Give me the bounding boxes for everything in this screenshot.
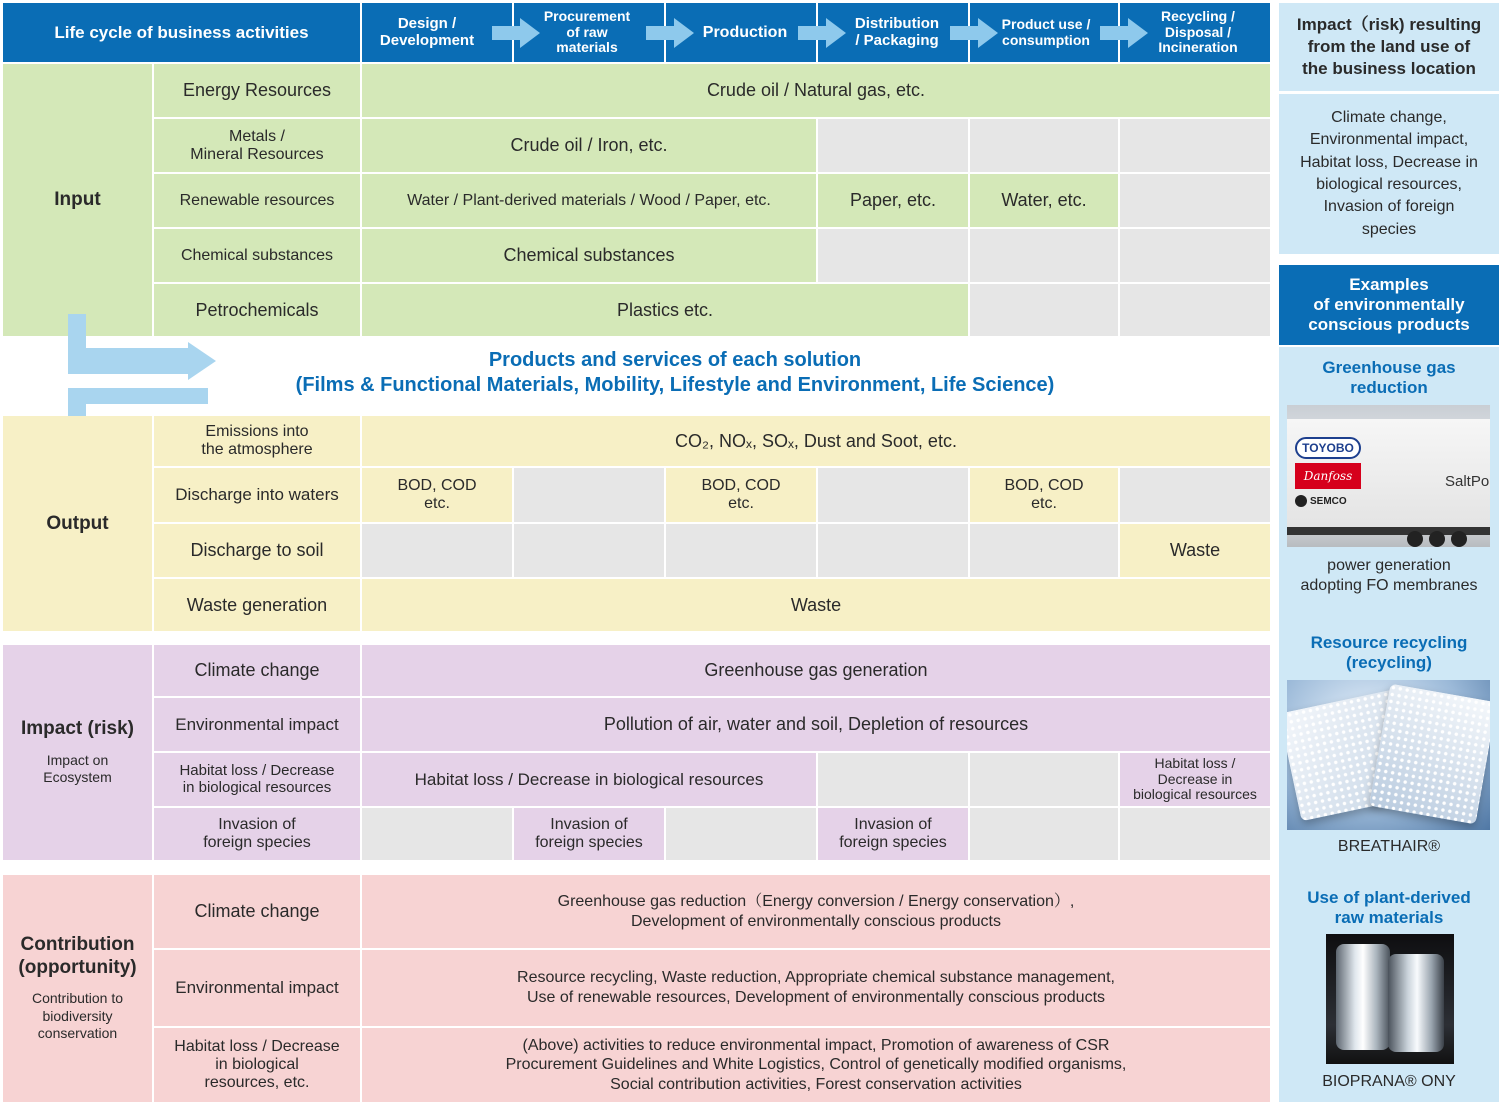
output-row-label xyxy=(154,579,360,631)
row-label: Environmental impact xyxy=(175,978,339,998)
impact-row-label xyxy=(154,698,360,751)
stage-label: Design / Development xyxy=(379,14,475,49)
output-section-label xyxy=(3,416,152,631)
stage-label: Distribution / Packaging xyxy=(854,14,940,49)
impact-cell xyxy=(362,698,1270,751)
cell-text: Greenhouse gas reduction（Energy conversion / Energy conservation）, Development of environmentally conscious products xyxy=(557,892,1075,930)
semco-logo xyxy=(1295,493,1365,509)
output-row-label xyxy=(154,524,360,577)
lifecycle-header xyxy=(3,3,360,62)
example-caption-text: BREATHAIR® xyxy=(1337,838,1441,856)
empty-cell xyxy=(970,753,1118,806)
contribution-row-label xyxy=(154,875,360,948)
cell-text: Pollution of air, water and soil, Depletion of resources xyxy=(603,714,1029,735)
cushion-block xyxy=(1369,684,1490,825)
contribution-cell xyxy=(362,1028,1270,1102)
cell-text: Greenhouse gas generation xyxy=(704,660,928,681)
contribution-cell xyxy=(362,875,1270,948)
row-label: Renewable resources xyxy=(179,191,335,209)
stage-arrow-icon xyxy=(1098,16,1150,50)
empty-cell xyxy=(818,468,968,522)
row-label: Emissions into the atmosphere xyxy=(201,423,313,458)
saltpower-logo xyxy=(1445,473,1489,490)
input-row-label xyxy=(154,229,360,282)
row-label: Climate change xyxy=(194,901,320,922)
row-label: Chemical substances xyxy=(180,246,334,264)
danfoss-logo xyxy=(1295,463,1361,489)
land-use-impact-title xyxy=(1279,3,1499,91)
empty-cell xyxy=(818,119,968,172)
examples-title xyxy=(1279,265,1499,345)
cell-text: Resource recycling, Waste reduction, Appropriate chemical substance management, Use of renewable resources, Development of environmentally conscious products xyxy=(517,969,1115,1006)
empty-cell xyxy=(818,753,968,806)
row-label: Climate change xyxy=(194,660,320,681)
output-row-label xyxy=(154,468,360,522)
sidebar-text: Climate change, Environmental impact, Habitat loss, Decrease in biological resources, Invasion of foreign species xyxy=(1300,108,1478,238)
logo-text: TOYOBO xyxy=(1302,441,1354,455)
section-sublabel: Impact on Ecosystem xyxy=(43,751,112,786)
empty-cell xyxy=(1120,808,1270,860)
cell-text: (Above) activities to reduce environmental impact, Promotion of awareness of CSR Procurement Guidelines and White Logistics, Control of genetically modified organisms, Social contribution activities, Forest conservation activities xyxy=(505,1036,1127,1093)
row-label: Discharge to soil xyxy=(190,540,324,561)
truck-wheel-icon xyxy=(1451,531,1467,547)
land-use-impact-text xyxy=(1279,94,1499,254)
toyobo-logo xyxy=(1295,437,1361,459)
logo-text: SEMCO xyxy=(1310,495,1347,507)
examples-title-text: Examples of environmentally conscious products xyxy=(1308,274,1470,335)
impact-section-label xyxy=(3,645,152,860)
empty-cell xyxy=(1120,174,1270,227)
input-cell xyxy=(362,284,968,336)
input-section-label xyxy=(3,64,152,336)
row-label: Metals / Mineral Resources xyxy=(190,127,324,163)
impact-row-label xyxy=(154,645,360,696)
cell-text: Waste xyxy=(790,594,842,615)
input-cell xyxy=(818,174,968,227)
empty-cell xyxy=(970,524,1118,577)
empty-cell xyxy=(666,808,816,860)
row-label: Invasion of foreign species xyxy=(203,816,311,851)
input-cell xyxy=(362,229,816,282)
empty-cell xyxy=(514,468,664,522)
semco-mark-icon xyxy=(1295,495,1307,507)
impact-row-label xyxy=(154,808,360,860)
example-title-text: Resource recycling (recycling) xyxy=(1310,632,1468,672)
stage-arrow-icon xyxy=(490,16,542,50)
fo-membrane-truck-image xyxy=(1287,405,1490,547)
cell-text: Waste xyxy=(1169,540,1221,561)
cell-text: Invasion of foreign species xyxy=(839,816,947,851)
empty-cell xyxy=(818,229,968,282)
cell-text: Invasion of foreign species xyxy=(535,816,643,851)
cell-text: BOD, COD etc. xyxy=(397,477,477,512)
output-cell xyxy=(666,468,816,522)
lifecycle-label: Life cycle of business activities xyxy=(54,22,309,42)
products-line-2: (Films & Functional Materials, Mobility, Lifestyle and Environment, Life Science) xyxy=(295,374,1055,396)
input-row-label xyxy=(154,119,360,172)
empty-cell xyxy=(970,284,1118,336)
stage-label: Procurement of raw materials xyxy=(543,7,631,56)
cell-text: Plastics etc. xyxy=(616,299,714,320)
stage-label: Production xyxy=(702,23,788,41)
output-cell xyxy=(362,416,1270,466)
input-cell xyxy=(362,119,816,172)
empty-cell xyxy=(1120,229,1270,282)
contribution-row-label xyxy=(154,1028,360,1102)
empty-cell xyxy=(970,119,1118,172)
cell-text: Crude oil / Natural gas, etc. xyxy=(706,80,926,101)
logo-text: SaltPo xyxy=(1445,473,1490,490)
input-row-label xyxy=(154,64,360,117)
impact-cell xyxy=(514,808,664,860)
section-sublabel: Contribution to biodiversity conservation xyxy=(31,990,124,1042)
section-label: Contribution (opportunity) xyxy=(18,934,137,979)
empty-cell xyxy=(362,808,512,860)
example2-caption xyxy=(1279,835,1499,859)
cell-text: BOD, COD etc. xyxy=(1004,477,1084,512)
output-row-label xyxy=(154,416,360,466)
stage-arrow-icon xyxy=(644,16,696,50)
cell-text: Water / Plant-derived materials / Wood / Paper, etc. xyxy=(407,191,771,209)
row-label: Petrochemicals xyxy=(195,299,319,320)
logo-text: Danfoss xyxy=(1303,469,1353,483)
empty-cell xyxy=(1120,284,1270,336)
section-label: Output xyxy=(46,512,109,534)
bioprana-film-image xyxy=(1326,934,1454,1064)
output-cell xyxy=(1120,524,1270,577)
row-label: Discharge into waters xyxy=(175,485,339,505)
empty-cell xyxy=(666,524,816,577)
output-cell xyxy=(362,579,1270,631)
row-label: Habitat loss / Decrease in biological resources, etc. xyxy=(174,1038,340,1091)
input-cell xyxy=(970,174,1118,227)
section-label: Input xyxy=(54,189,101,211)
cell-text: Crude oil / Iron, etc. xyxy=(510,135,668,156)
stage-label: Product use / consumption xyxy=(1001,15,1091,48)
impact-cell xyxy=(362,753,816,806)
cell-text: Habitat loss / Decrease in biological resources xyxy=(1133,755,1257,803)
cell-text: Chemical substances xyxy=(503,245,675,266)
contribution-cell xyxy=(362,950,1270,1026)
example1-caption xyxy=(1279,553,1499,599)
row-label: Energy Resources xyxy=(182,80,332,101)
stage-arrow-icon xyxy=(948,16,1000,50)
example3-title xyxy=(1279,886,1499,930)
row-label: Environmental impact xyxy=(175,714,339,734)
example-caption-text: power generation adopting FO membranes xyxy=(1300,557,1478,594)
cell-text: CO₂, NOₓ, SOₓ, Dust and Soot, etc. xyxy=(675,430,957,451)
truck-wheel-icon xyxy=(1407,531,1423,547)
impact-row-label xyxy=(154,753,360,806)
row-label: Waste generation xyxy=(186,594,328,615)
empty-cell xyxy=(1120,119,1270,172)
output-cell xyxy=(362,468,512,522)
input-cell xyxy=(362,64,1270,117)
empty-cell xyxy=(1120,468,1270,522)
breathair-image xyxy=(1287,680,1490,830)
impact-cell xyxy=(818,808,968,860)
cell-text: Habitat loss / Decrease in biological resources xyxy=(414,769,764,789)
input-cell xyxy=(362,174,816,227)
output-cell xyxy=(970,468,1118,522)
film-roll xyxy=(1336,944,1390,1050)
sidebar-title: Impact（risk) resulting from the land use of the business location xyxy=(1296,14,1482,79)
example-caption-text: BIOPRANA® ONY xyxy=(1322,1073,1456,1091)
cell-text: Water, etc. xyxy=(1001,190,1087,211)
empty-cell xyxy=(970,808,1118,860)
products-services-banner xyxy=(230,348,1120,398)
impact-cell xyxy=(362,645,1270,696)
stage-arrow-icon xyxy=(796,16,848,50)
stage-label: Recycling / Disposal / Incineration xyxy=(1158,7,1238,56)
contribution-section-label xyxy=(3,875,152,1102)
example1-title xyxy=(1279,356,1499,400)
contribution-row-label xyxy=(154,950,360,1026)
section-label: Impact (risk) xyxy=(21,718,134,740)
empty-cell xyxy=(818,524,968,577)
impact-cell xyxy=(1120,753,1270,806)
row-label: Habitat loss / Decrease in biological resources xyxy=(179,761,335,796)
film-roll xyxy=(1388,954,1444,1052)
example-title-text: Use of plant-derived raw materials xyxy=(1307,887,1471,927)
cell-text: BOD, COD etc. xyxy=(701,477,781,512)
cell-text: Paper, etc. xyxy=(849,190,937,211)
example3-caption xyxy=(1279,1070,1499,1094)
example2-title xyxy=(1279,631,1499,675)
truck-wheel-icon xyxy=(1429,531,1445,547)
example-title-text: Greenhouse gas reduction xyxy=(1322,357,1456,397)
products-line-1: Products and services of each solution xyxy=(488,349,862,371)
empty-cell xyxy=(362,524,512,577)
empty-cell xyxy=(970,229,1118,282)
input-row-label xyxy=(154,174,360,227)
empty-cell xyxy=(514,524,664,577)
